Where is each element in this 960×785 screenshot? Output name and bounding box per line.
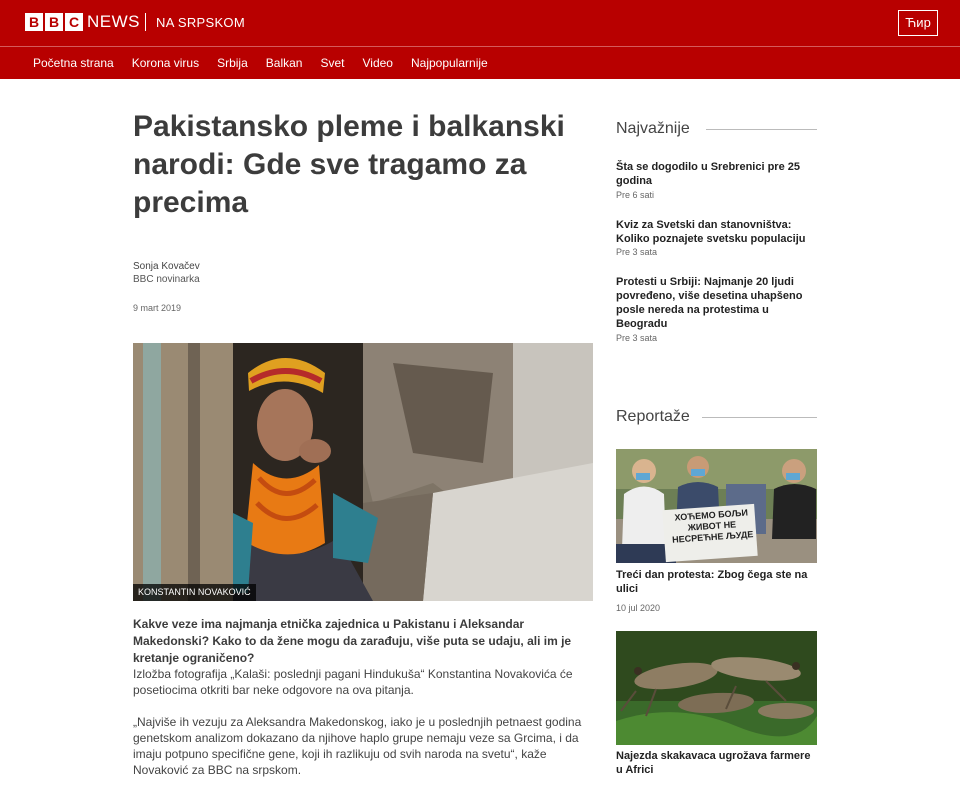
protest-image [616, 449, 817, 563]
logo-letter-c: C [65, 13, 83, 31]
features-rule [702, 417, 817, 418]
article-lead: Kakve veze ima najmanja etnička zajednica u Pakistanu i Aleksandar Makedonski? Kako to da žene mogu da zarađuju, više puta se udaju, ali im je kretanje ograničeno? [133, 617, 572, 665]
main-nav [0, 46, 960, 79]
features-heading: Reportaže [616, 408, 690, 425]
feature-image-protest[interactable] [616, 449, 817, 563]
top-story-title-1[interactable]: Šta se dogodilo u Srebrenici pre 25 godina [616, 161, 800, 187]
nav-item-serbia[interactable]: Srbija [217, 56, 248, 70]
photo-credit: KONSTANTIN NOVAKOVIĆ [133, 584, 256, 601]
language-label[interactable]: NA SRPSKOM [156, 15, 245, 30]
nav-item-corona[interactable]: Korona virus [131, 56, 200, 70]
top-stories-heading: Najvažnije [616, 120, 690, 137]
bbc-logo[interactable] [25, 13, 83, 31]
article-photo[interactable] [133, 343, 593, 601]
header-divider [145, 13, 146, 31]
nav-list [33, 47, 488, 79]
cyrillic-toggle-button[interactable]: Ћир [898, 10, 938, 36]
top-story-time-1: Pre 6 sati [616, 190, 655, 200]
feature-title-1[interactable]: Treći dan protesta: Zbog čega ste na ulici [616, 569, 808, 595]
article-paragraph-2: „Najviše ih vezuju za Aleksandra Makedonskog, iako je u poslednjih petnaest godina genetskom analizom dokazano da njihove haplo grupe nemaju veze sa Grcima, i da imaju potpuno specifične gene, koji ih razlikuju od svih naroda na svetu“, kaže Novaković za BBC na srpskom. [133, 715, 582, 777]
nav-item-home[interactable]: Početna strana [33, 56, 114, 70]
feature-time-1: 10 jul 2020 [616, 603, 661, 613]
article-date: 9 mart 2019 [133, 303, 182, 313]
logo-letter-b2: B [45, 13, 63, 31]
top-story-title-3[interactable]: Protesti u Srbiji: Najmanje 20 ljudi povređeno, više desetina uhapšeno posle nereda na protestima u Beogradu [616, 276, 803, 330]
top-story-title-2[interactable]: Kviz za Svetski dan stanovništva: Koliko poznajete svetsku populaciju [616, 219, 806, 245]
feature-image-locusts[interactable] [616, 631, 817, 745]
news-wordmark[interactable]: NEWS [87, 12, 140, 31]
top-story-time-2: Pre 3 sata [616, 247, 658, 257]
author-role: BBC novinarka [133, 274, 200, 285]
nav-item-video[interactable]: Video [362, 56, 393, 70]
protest-sign-text: ХОЋЕМО БОЉИ ЖИВОТ НЕ НЕСРЕЋНЕ ЉУДЕ [671, 507, 754, 545]
logo-letter-b1: B [25, 13, 43, 31]
locusts-image [616, 631, 817, 745]
top-stories-rule [706, 129, 817, 130]
article-paragraph-1: Izložba fotografija „Kalaši: poslednji pagani Hindukuša“ Konstantina Novakovića će posetiocima otkriti bar neke odgovore na ova pitanja. [133, 667, 573, 697]
kalash-woman-image [133, 343, 593, 601]
article-headline: Pakistansko pleme i balkanski narodi: Gde sve tragamo za precima [133, 110, 565, 219]
top-bar [0, 0, 960, 46]
author-name: Sonja Kovačev [133, 261, 200, 272]
feature-title-2[interactable]: Najezda skakavaca ugrožava farmere u Africi [616, 750, 811, 776]
nav-item-world[interactable]: Svet [320, 56, 345, 70]
nav-item-balkan[interactable]: Balkan [265, 56, 303, 70]
top-story-time-3: Pre 3 sata [616, 333, 658, 343]
nav-item-most-popular[interactable]: Najpopularnije [410, 56, 488, 70]
